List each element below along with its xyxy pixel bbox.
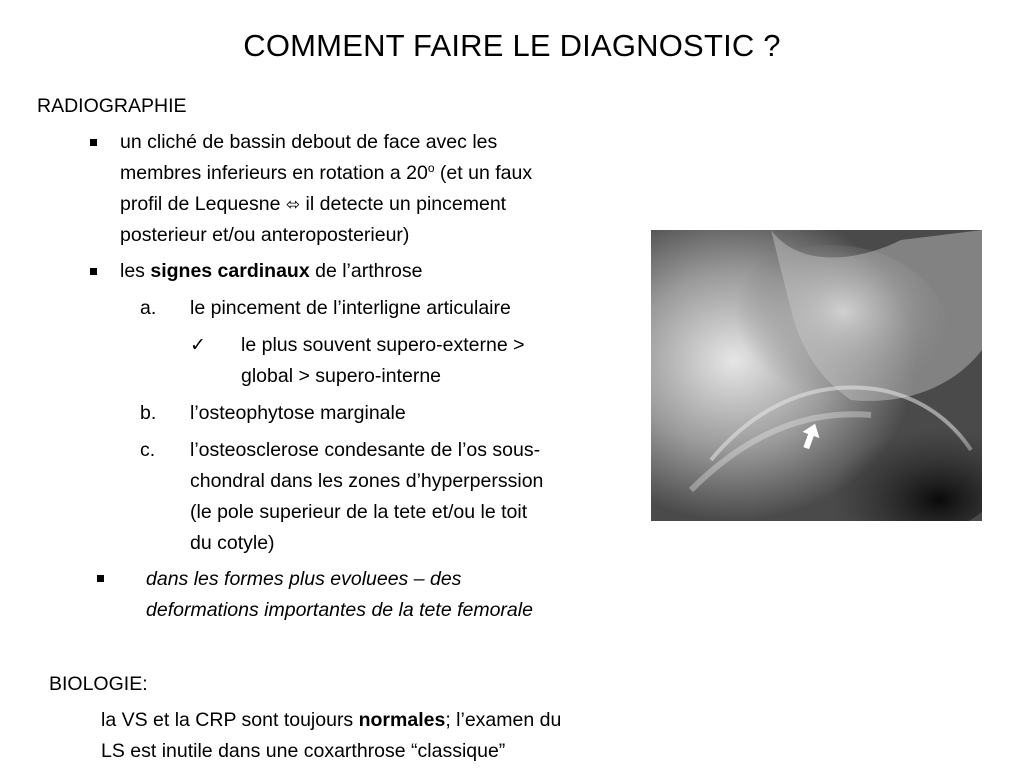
bullet-text-line: dans les formes plus evoluees – des xyxy=(146,568,462,590)
list-marker-b: b. xyxy=(140,402,157,424)
bullet-text-line: membres inferieurs en rotation a 20$^o$ (et un faux xyxy=(120,161,533,184)
list-marker-a: a. xyxy=(140,297,157,319)
bold-text: signes cardinaux xyxy=(150,260,310,282)
bullet-square-icon xyxy=(97,575,104,582)
bullet-square-icon xyxy=(90,268,97,275)
sub-sub-item-text: global > supero-interne xyxy=(241,365,442,387)
section-heading-radiographie: RADIOGRAPHIE xyxy=(37,95,187,117)
sub-item-text: chondral dans les zones d’hyperperssion xyxy=(190,470,544,492)
bullet-text-line: profil de Lequesne ⬄ il detecte un pincement xyxy=(120,193,507,215)
biologie-text-line: LS est inutile dans une coxarthrose “classique” xyxy=(101,740,506,762)
slide-title: COMMENT FAIRE LE DIAGNOSTIC ? xyxy=(243,28,781,63)
section-heading-biologie: BIOLOGIE: xyxy=(49,673,148,695)
biologie-text-line: la VS et la CRP sont toujours normales; l’examen du xyxy=(101,709,562,731)
sub-sub-item-text: le plus souvent supero-externe > xyxy=(241,334,525,356)
double-arrow-icon: ⬄ xyxy=(285,195,301,215)
list-marker-c: c. xyxy=(140,439,156,461)
sub-item-text: le pincement de l’interligne articulaire xyxy=(190,297,511,319)
sub-item-text: l’osteophytose marginale xyxy=(190,402,406,424)
bullet-text-line: deformations importantes de la tete femorale xyxy=(146,599,533,621)
degree-superscript: o xyxy=(427,161,435,175)
bullet-text-line: les signes cardinaux de l’arthrose xyxy=(120,260,423,282)
sub-item-text: du cotyle) xyxy=(190,532,275,554)
bold-text: normales xyxy=(358,709,446,731)
bullet-square-icon xyxy=(90,139,97,146)
bullet-text-line: un cliché de bassin debout de face avec les xyxy=(120,131,498,153)
sub-item-text: (le pole superieur de la tete et/ou le toit xyxy=(190,501,528,523)
checkmark-icon: ✓ xyxy=(190,334,206,356)
bullet-text-line: posterieur et/ou anteroposterieur) xyxy=(120,224,410,246)
hip-xray-image xyxy=(651,230,982,521)
sub-item-text: l’osteosclerose condesante de l’os sous- xyxy=(190,439,541,461)
